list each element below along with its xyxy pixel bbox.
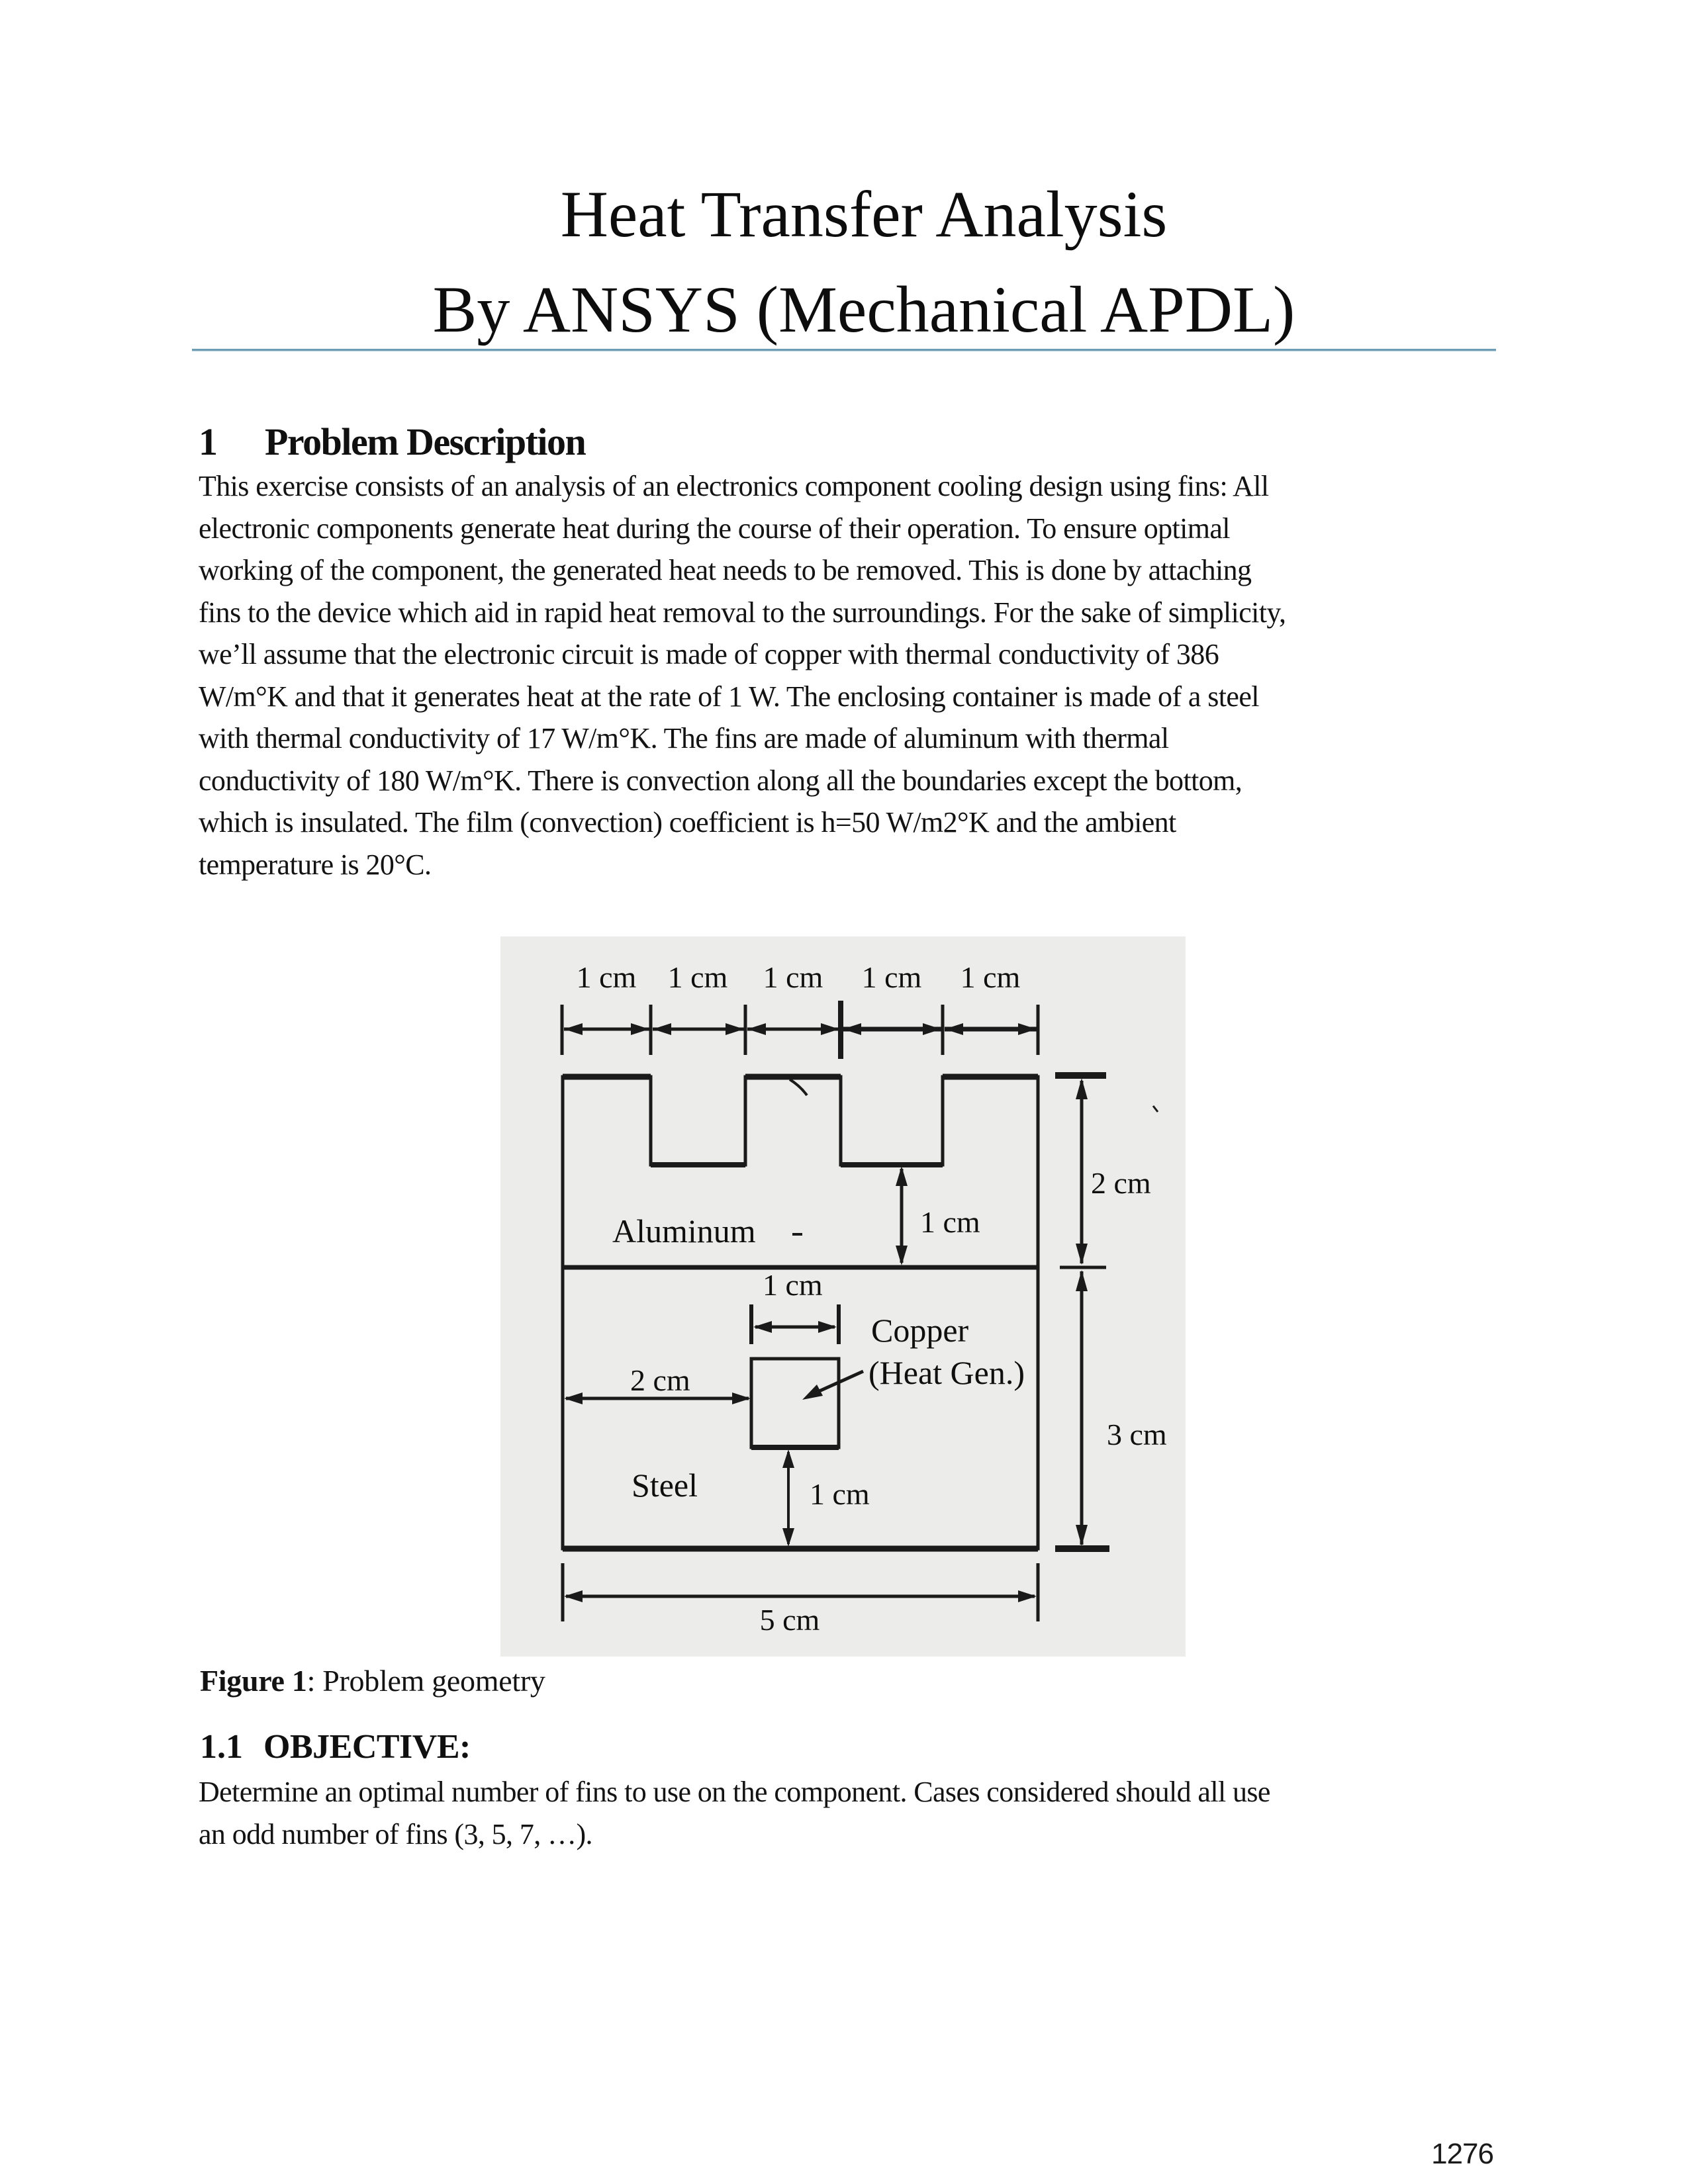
paragraph-line: electronic components generate heat during the course of their operation. To ensure optimal — [199, 512, 1230, 545]
top-dim-label-2: 1 cm — [667, 960, 728, 994]
paragraph-line: which is insulated. The film (convection) coefficient is h=50 W/m2°K and the ambient — [199, 806, 1176, 839]
copper-region — [751, 1359, 839, 1447]
total-width-dim-label: 5 cm — [759, 1603, 820, 1637]
section-1-heading-text: Problem Description — [265, 420, 586, 463]
paragraph-line: temperature is 20°C. — [199, 848, 432, 881]
problem-description-paragraph — [199, 465, 1286, 886]
figure-caption-text: : Problem geometry — [306, 1664, 545, 1698]
paragraph-line: working of the component, the generated heat needs to be removed. This is done by attaching — [199, 554, 1252, 586]
top-dim-label-5: 1 cm — [960, 960, 1021, 994]
paragraph-line: conductivity of 180 W/m°K. There is convection along all the boundaries except the bottom, — [199, 764, 1243, 797]
steel-label: Steel — [632, 1467, 698, 1504]
figure-labels — [577, 960, 1167, 1637]
section-1-number: 1 — [199, 420, 218, 463]
paragraph-line: Determine an optimal number of fins to use on the component. Cases considered should all use — [199, 1776, 1270, 1808]
paragraph-line: an odd number of fins (3, 5, 7, …). — [199, 1817, 592, 1850]
top-dim-label-4: 1 cm — [861, 960, 922, 994]
copper-label: Copper — [871, 1312, 969, 1349]
title-divider-rule — [192, 349, 1496, 351]
dimension-arrowheads — [564, 1023, 1088, 1602]
aluminum-height-dim-label: 2 cm — [1091, 1166, 1151, 1200]
top-dim-label-1: 1 cm — [576, 960, 637, 994]
section-1-1-heading-text: OBJECTIVE: — [263, 1728, 471, 1766]
figure-1-caption — [200, 1663, 545, 1698]
section-1-1-heading — [200, 1727, 471, 1766]
aluminum-label: Aluminum — [612, 1212, 756, 1250]
section-1-1-number: 1.1 — [200, 1728, 243, 1766]
objective-paragraph — [199, 1771, 1270, 1855]
scan-artifact-dot — [1153, 1106, 1158, 1112]
paragraph-line: we’ll assume that the electronic circuit is made of copper with thermal conductivity of 386 — [199, 638, 1219, 670]
steel-height-dim-label: 3 cm — [1107, 1418, 1167, 1451]
copper-left-offset-label: 2 cm — [630, 1363, 690, 1397]
notch-depth-dim-label: 1 cm — [920, 1205, 980, 1239]
scan-artifact-mark — [790, 1079, 807, 1095]
top-dim-label-3: 1 cm — [763, 960, 823, 994]
problem-geometry-diagram — [500, 936, 1186, 1657]
paragraph-line: This exercise consists of an analysis of an electronics component cooling design using fins: All — [199, 470, 1269, 502]
figure-1-image — [500, 936, 1186, 1657]
paragraph-line: with thermal conductivity of 17 W/m°K. The fins are made of aluminum with thermal — [199, 722, 1169, 754]
paragraph-line: W/m°K and that it generates heat at the rate of 1 W. The enclosing container is made of a steel — [199, 680, 1259, 713]
section-1-heading — [199, 420, 585, 464]
copper-bottom-offset-label: 1 cm — [810, 1477, 870, 1511]
copper-width-dim-label: 1 cm — [763, 1268, 823, 1302]
document-title — [199, 167, 1529, 357]
right-dimension — [1055, 1075, 1109, 1549]
heat-gen-label: (Heat Gen.) — [868, 1354, 1025, 1391]
title-line-1: Heat Transfer Analysis — [560, 177, 1168, 251]
figure-caption-label: Figure 1 — [200, 1664, 307, 1698]
title-line-2: By ANSYS (Mechanical APDL) — [432, 273, 1295, 346]
paragraph-line: fins to the device which aid in rapid heat removal to the surroundings. For the sake of simplicity, — [199, 596, 1286, 629]
page-number: 1276 — [1431, 2138, 1493, 2170]
